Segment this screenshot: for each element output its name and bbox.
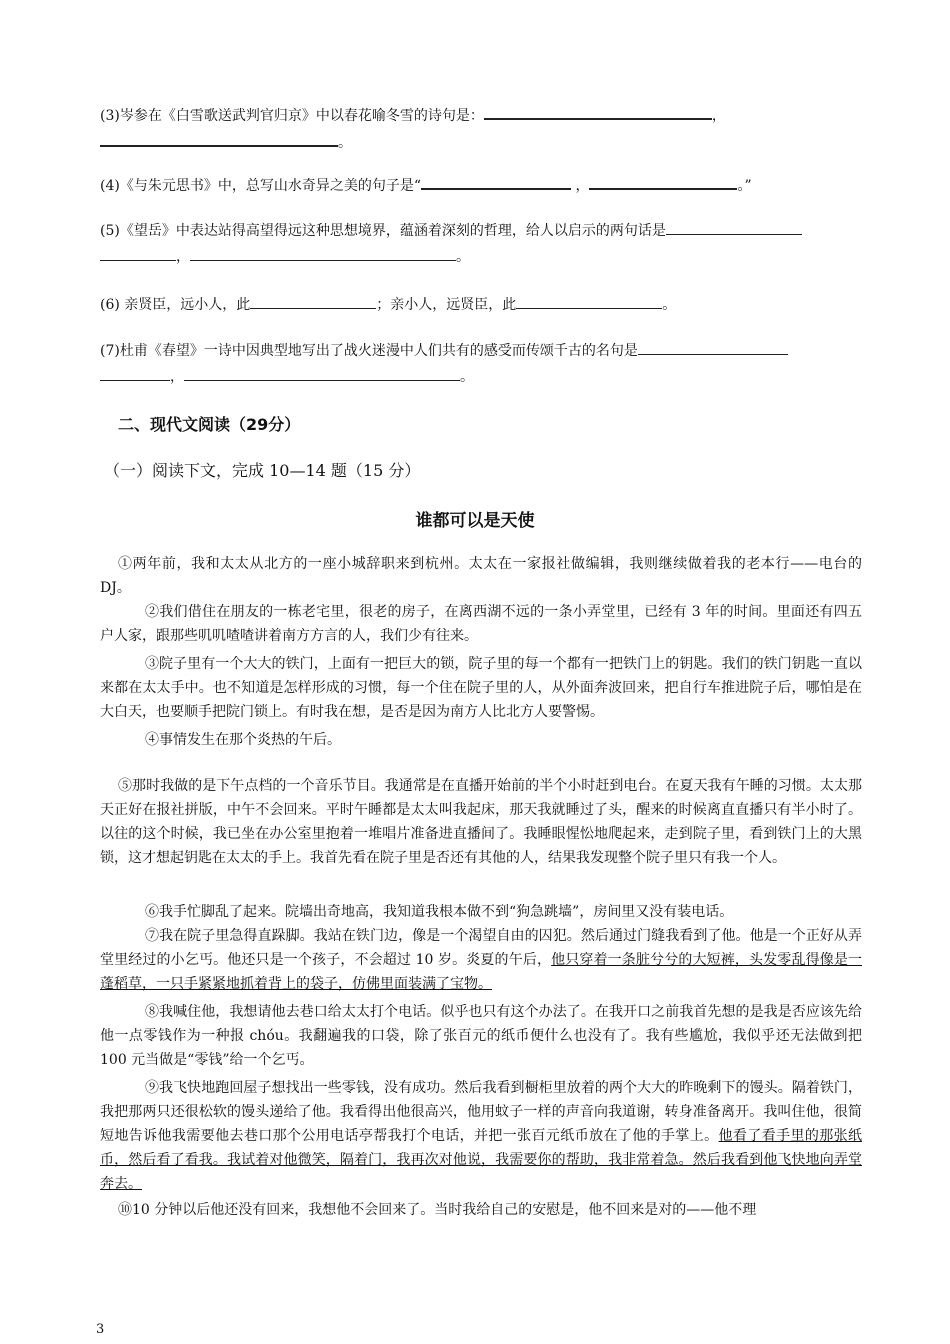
answer-blank[interactable] [421, 172, 571, 190]
question-7: (7)杜甫《春望》一诗中因典型地写出了战火迷漫中人们共有的感受而传颂千古的名句是 ， 。 [100, 338, 870, 390]
paragraph-5: ⑤那时我做的是下午点档的一个音乐节目。我通常是在直播开始前的半个小时赶到电台。在夏天我有午睡的习惯。太太那天正好在报社拼版，中午不会回来。平时午睡都是太太叫我起床，那天我就睡过了头，醒来的时候离直直播只有半小时了。以往的这个时候，我已坐在办公室里抱着一堆唱片准备进直播间了。我睡眼惺忪地爬起来，走到院子里，看到铁门上的大黑锁，这才想起钥匙在太太的手上。我首先看在院子里是否还有其他的人，结果我发现整个院子里只有我一个人。 [100, 778, 862, 866]
subsection-title: （一）阅读下文，完成 10—14 题（15 分） [104, 461, 421, 480]
paragraph-3: ③院子里有一个大大的铁门，上面有一把巨大的锁，院子里的每一个都有一把铁门上的钥匙。我们的铁门钥匙一直以来都在太太手中。也不知道是怎样形成的习惯，每一个住在院子里的人，从外面奔波回来，把自行车推进院子后，哪怕是在大白天，也要顺手把院门锁上。有时我在想，是否是因为南方人比北方人要警惕。 [100, 656, 862, 720]
section-title: 二、现代文阅读（29分） [118, 415, 301, 434]
question-5: (5)《望岳》中表达站得高望得远这种思想境界，蕴涵着深刻的哲理，给人以启示的两句话是 ， 。 [100, 218, 870, 270]
paragraph-9: ⑨我飞快地跑回屋子想找出一些零钱，没有成功。然后我看到橱柜里放着的两个大大的昨晚剩下的馒头。隔着铁门，我把那两只还很松软的馒头递给了他。我看得出他很高兴，他用蚊子一样的声音向我道谢，转身准备离开。我叫住他，很简短地告诉他我需要他去巷口那个公用电话亭帮我打个电话，并把一张百元纸币放在了他的手掌上。他看了看手里的那张纸币，然后看了看我。我试着对他微笑，隔着门，我再次对他说，我需要你的帮助，我非常着急。然后我看到他飞快地向弄堂奔去。 [100, 1080, 863, 1192]
question-6: (6) 亲贤臣，远小人，此 ；亲小人，远贤臣，此 。 [100, 292, 870, 318]
answer-blank[interactable] [589, 172, 737, 190]
answer-blank[interactable] [190, 244, 456, 261]
answer-blank[interactable] [666, 218, 802, 235]
answer-blank[interactable] [250, 292, 376, 309]
paragraph-1: ①两年前，我和太太从北方的一座小城辞职来到杭州。太太在一家报社做编辑，我则继续做着我的老本行——电台的 DJ。 [100, 556, 862, 596]
answer-blank[interactable] [100, 244, 176, 261]
paragraph-6: ⑥我手忙脚乱了起来。院墙出奇地高，我知道我根本做不到“狗急跳墙”，房间里又没有装电话。 [145, 904, 734, 920]
paragraph-7: ⑦我在院子里急得直跺脚。我站在铁门边，像是一个渴望自由的囚犯。然后通过门缝我看到了他。他是一个正好从弄堂里经过的小乞丐。他还只是一个孩子，不会超过 10 岁。炎夏的午后，他只穿着一条脏兮兮的大短裤，头发零乱得像是一蓬稻草，一只手紧紧地抓着背上的袋子，仿佛里面装满了宝物。 [100, 928, 862, 992]
underlined-sentence: 他只穿着一条脏兮兮的大短裤，头发零乱得像是一蓬稻草，一只手紧紧地抓着背上的袋子，仿佛里面装满了宝物。 [100, 952, 862, 992]
question-4: (4)《与朱元思书》中，总写山水奇异之美的句子是“ ， 。” [100, 172, 870, 199]
paragraph-10: ⑩10 分钟以后他还没有回来，我想他不会回来了。当时我给自己的安慰是，他不回来是对的——他不理 [118, 1202, 757, 1218]
answer-blank[interactable] [638, 338, 788, 355]
answer-blank[interactable] [516, 292, 662, 309]
paragraph-2: ②我们借住在朋友的一栋老宅里，很老的房子，在离西湖不远的一条小弄堂里，已经有 3 年的时间。里面还有四五户人家，跟那些叽叽喳喳讲着南方方言的人，我们少有往来。 [100, 604, 862, 644]
paragraph-4: ④事情发生在那个炎热的午后。 [145, 732, 341, 748]
answer-blank[interactable] [184, 364, 460, 381]
paragraph-8: ⑧我喊住他，我想请他去巷口给太太打个电话。似乎也只有这个办法了。在我开口之前我首先想的是我是否应该先给他一点零钱作为一种报 chóu。我翻遍我的口袋，除了张百元的纸币便什么也没有了。我有些尴尬，我似乎还无法做到把 100 元当做是“零钱”给一个乞丐。 [100, 1004, 862, 1068]
question-3: (3)岑参在《白雪歌送武判官归京》中以春花喻冬雪的诗句是： ， 。 [100, 102, 870, 156]
answer-blank[interactable] [100, 364, 170, 381]
underlined-sentence: 他看了看手里的那张纸币，然后看了看我。我试着对他微笑，隔着门，我再次对他说，我需要你的帮助，我非常着急。然后我看到他飞快地向弄堂奔去。 [100, 1128, 863, 1192]
answer-blank[interactable] [484, 102, 712, 120]
article-title: 谁都可以是天使 [415, 511, 535, 531]
answer-blank[interactable] [100, 129, 338, 147]
page-number: 3 [96, 1322, 105, 1337]
